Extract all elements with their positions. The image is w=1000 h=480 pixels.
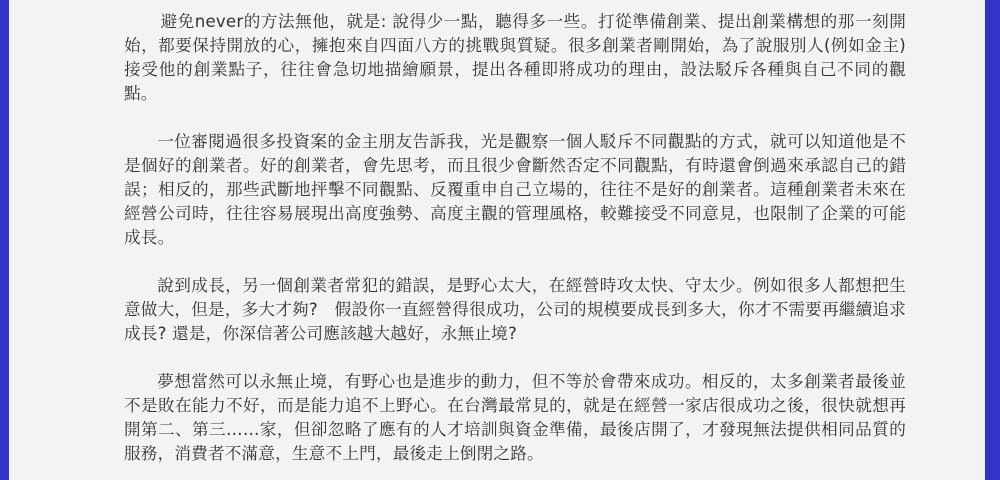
paragraph-3: 說到成長，另一個創業者常犯的錯誤，是野心太大，在經營時攻太快、守太少。例如很多人都想把生意做大，但是，多大才夠? 假設你一直經營得很成功，公司的規模要成長到多大，你才不需要再繼續追求成長? 還是，你深信著公司應該越大越好，永無止境?: [124, 276, 906, 343]
paragraph-1: 避免never的方法無他，就是: 說得少一點，聽得多一些。打從準備創業、提出創業構想的那一刻開始，都要保持開放的心，擁抱來自四面八方的挑戰與質疑。很多創業者剛開始，為了說服別人(例如金主)接受他的創業點子，往往會急切地描繪願景，提出各種即將成功的理由，設法駁斥各種與自己不同的觀點。: [124, 12, 906, 103]
article-body: [124, 10, 906, 480]
document-page: [9, 0, 985, 480]
paragraph-2: 一位審閱過很多投資案的金主朋友告訴我，光是觀察一個人駁斥不同觀點的方式，就可以知道他是不是個好的創業者。好的創業者，會先思考，而且很少會斷然否定不同觀點，有時還會倒過來承認自己的錯誤；相反的，那些武斷地抨擊不同觀點、反覆重申自己立場的，往往不是好的創業者。這種創業者未來在經營公司時，往往容易展現出高度強勢、高度主觀的管理風格，較難接受不同意見，也限制了企業的可能成長。: [124, 132, 906, 247]
paragraph-4: 夢想當然可以永無止境，有野心也是進步的動力，但不等於會帶來成功。相反的，太多創業者最後並不是敗在能力不好，而是能力追不上野心。在台灣最常見的，就是在經營一家店很成功之後，很快就想再開第二、第三……家，但卻忽略了應有的人才培訓與資金準備，最後店開了，才發現無法提供相同品質的服務，消費者不滿意，生意不上門，最後走上倒閉之路。: [124, 372, 906, 463]
